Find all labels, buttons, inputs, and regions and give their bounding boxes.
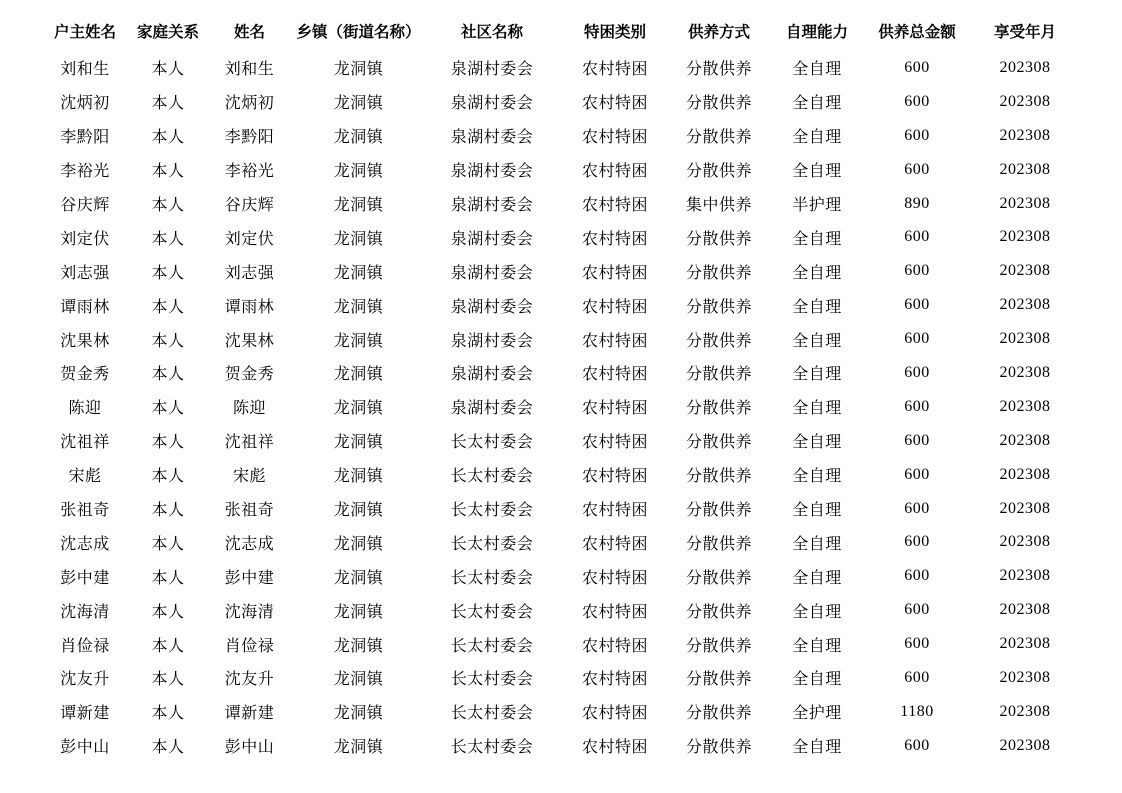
table-cell: 202308: [999, 58, 1051, 76]
table-cell: 202308: [999, 296, 1051, 314]
table-cell: 谷庆辉: [224, 197, 275, 214]
table-cell: 202308: [999, 228, 1051, 246]
table-cell: 农村特困: [581, 705, 648, 723]
table-cell: 600: [904, 228, 930, 246]
table-cell: 分散供养: [685, 637, 752, 655]
table-cell: 600: [904, 668, 930, 686]
table-cell: 202308: [999, 567, 1051, 585]
special-hardship-support-table: [40, 11, 1082, 763]
table-cell: 600: [904, 126, 930, 144]
table-cell: 沈志成: [224, 535, 275, 553]
table-cell: 龙洞镇: [333, 705, 384, 723]
table-cell: 张祖奇: [60, 502, 110, 520]
table-row: [40, 593, 1082, 627]
table-cell: 全护理: [792, 705, 842, 723]
column-header: 社区名称: [460, 24, 523, 41]
table-cell: 宋彪: [68, 468, 102, 486]
table-cell: 泉湖村委会: [450, 129, 534, 147]
table-cell: 分散供养: [685, 468, 752, 486]
table-cell: 集中供养: [685, 197, 752, 214]
table-cell: 龙洞镇: [333, 366, 384, 384]
table-cell: 本人: [151, 535, 185, 553]
table-row: [40, 729, 1082, 763]
table-cell: 李黔阳: [60, 129, 110, 147]
table-cell: 本人: [151, 230, 185, 248]
table-cell: 沈果林: [60, 332, 110, 350]
table-cell: 沈果林: [224, 332, 275, 350]
table-cell: 分散供养: [685, 705, 752, 723]
table-cell: 本人: [151, 61, 185, 79]
table-cell: 本人: [151, 264, 185, 282]
table-cell: 600: [904, 431, 930, 449]
table-cell: 202308: [999, 431, 1051, 449]
table-cell: 长太村委会: [450, 671, 534, 689]
table-row: [40, 254, 1082, 288]
table-row: [40, 356, 1082, 390]
table-cell: 分散供养: [685, 569, 752, 587]
table-cell: 农村特困: [581, 671, 648, 689]
table-cell: 本人: [151, 739, 185, 757]
table-cell: 农村特困: [581, 569, 648, 587]
table-cell: 202308: [999, 397, 1051, 415]
table-cell: 全自理: [792, 95, 842, 113]
table-cell: 农村特困: [581, 197, 648, 214]
table-cell: 分散供养: [685, 230, 752, 248]
table-cell: 陈迎: [68, 400, 102, 418]
table-cell: 彭中建: [224, 569, 275, 587]
table-cell: 全自理: [792, 434, 842, 452]
table-cell: 农村特困: [581, 230, 648, 248]
table-cell: 农村特困: [581, 95, 648, 113]
table-cell: 长太村委会: [450, 739, 534, 757]
column-header: 特困类别: [583, 24, 646, 41]
table-cell: 龙洞镇: [333, 400, 384, 418]
table-cell: 202308: [999, 668, 1051, 686]
table-row: [40, 559, 1082, 593]
table-cell: 本人: [151, 95, 185, 113]
table-cell: 刘定伏: [224, 230, 275, 248]
table-cell: 谭雨林: [224, 298, 275, 316]
table-cell: 龙洞镇: [333, 129, 384, 147]
table-cell: 农村特困: [581, 163, 648, 181]
table-row: [40, 220, 1082, 254]
table-cell: 全自理: [792, 61, 842, 79]
table-row: [40, 695, 1082, 729]
table-row: [40, 85, 1082, 119]
table-cell: 全自理: [792, 332, 842, 350]
table-cell: 本人: [151, 637, 185, 655]
table-cell: 分散供养: [685, 332, 752, 350]
table-cell: 农村特困: [581, 129, 648, 147]
table-cell: 全自理: [792, 366, 842, 384]
table-cell: 全自理: [792, 637, 842, 655]
table-cell: 刘定伏: [60, 230, 110, 248]
table-cell: 202308: [999, 702, 1051, 720]
table-cell: 202308: [999, 194, 1051, 212]
table-cell: 刘和生: [224, 61, 275, 79]
table-cell: 202308: [999, 363, 1051, 381]
column-header: 家庭关系: [136, 24, 199, 41]
table-cell: 谭雨林: [60, 298, 110, 316]
table-cell: 202308: [999, 465, 1051, 483]
table-cell: 泉湖村委会: [450, 95, 534, 113]
table-cell: 龙洞镇: [333, 603, 384, 621]
table-cell: 龙洞镇: [333, 468, 384, 486]
table-cell: 张祖奇: [224, 502, 275, 520]
table-cell: 分散供养: [685, 434, 752, 452]
table-cell: 谭新建: [224, 705, 275, 723]
table-cell: 本人: [151, 163, 185, 181]
table-cell: 龙洞镇: [333, 332, 384, 350]
table-cell: 202308: [999, 736, 1051, 754]
table-cell: 600: [904, 499, 930, 517]
table-cell: 600: [904, 262, 930, 280]
table-cell: 沈祖祥: [60, 434, 110, 452]
table-row: [40, 661, 1082, 695]
column-header: 自理能力: [785, 24, 848, 41]
table-cell: 长太村委会: [450, 637, 534, 655]
table-cell: 农村特困: [581, 637, 648, 655]
table-cell: 600: [904, 58, 930, 76]
table-row: [40, 322, 1082, 356]
table-cell: 贺金秀: [224, 366, 275, 384]
table-cell: 202308: [999, 499, 1051, 517]
table-cell: 彭中山: [60, 739, 110, 757]
table-cell: 泉湖村委会: [450, 197, 534, 214]
table-cell: 农村特困: [581, 535, 648, 553]
table-cell: 刘和生: [60, 61, 110, 79]
table-cell: 沈炳初: [60, 95, 110, 113]
table-cell: 泉湖村委会: [450, 163, 534, 181]
table-cell: 彭中山: [224, 739, 275, 757]
table-cell: 龙洞镇: [333, 535, 384, 553]
table-cell: 长太村委会: [450, 705, 534, 723]
table-cell: 刘志强: [60, 264, 110, 282]
table-cell: 龙洞镇: [333, 163, 384, 181]
column-header: 户主姓名: [53, 24, 116, 41]
table-cell: 本人: [151, 298, 185, 316]
table-cell: 李黔阳: [224, 129, 275, 147]
table-cell: 农村特困: [581, 366, 648, 384]
table-cell: 全自理: [792, 264, 842, 282]
column-header: 乡镇（街道名称）: [296, 24, 421, 41]
table-cell: 龙洞镇: [333, 569, 384, 587]
table-cell: 600: [904, 92, 930, 110]
table-cell: 龙洞镇: [333, 434, 384, 452]
table-row: [40, 458, 1082, 492]
table-cell: 农村特困: [581, 264, 648, 282]
table-cell: 全自理: [792, 129, 842, 147]
table-cell: 本人: [151, 705, 185, 723]
table-cell: 全自理: [792, 230, 842, 248]
table-cell: 600: [904, 397, 930, 415]
table-cell: 分散供养: [685, 400, 752, 418]
table-cell: 龙洞镇: [333, 739, 384, 757]
table-cell: 谷庆辉: [60, 197, 110, 214]
table-cell: 全自理: [792, 298, 842, 316]
table-cell: 龙洞镇: [333, 637, 384, 655]
table-cell: 农村特困: [581, 400, 648, 418]
table-cell: 600: [904, 363, 930, 381]
table-cell: 农村特困: [581, 502, 648, 520]
table-cell: 沈友升: [224, 671, 275, 689]
table-cell: 全自理: [792, 468, 842, 486]
table-cell: 农村特困: [581, 468, 648, 486]
table-cell: 全自理: [792, 163, 842, 181]
table-cell: 全自理: [792, 671, 842, 689]
table-row: [40, 153, 1082, 187]
table-cell: 本人: [151, 603, 185, 621]
table-row: [40, 424, 1082, 458]
table-row: [40, 51, 1082, 85]
table-cell: 长太村委会: [450, 535, 534, 553]
table-cell: 202308: [999, 160, 1051, 178]
table-cell: 全自理: [792, 739, 842, 757]
table-cell: 分散供养: [685, 264, 752, 282]
table-cell: 龙洞镇: [333, 197, 384, 214]
table-cell: 分散供养: [685, 61, 752, 79]
table-cell: 彭中建: [60, 569, 110, 587]
table-cell: 泉湖村委会: [450, 61, 534, 79]
table-cell: 分散供养: [685, 535, 752, 553]
table-cell: 600: [904, 465, 930, 483]
table-cell: 600: [904, 736, 930, 754]
column-header: 供养方式: [687, 24, 750, 41]
table-cell: 分散供养: [685, 129, 752, 147]
table-cell: 龙洞镇: [333, 264, 384, 282]
table-cell: 全自理: [792, 569, 842, 587]
table-cell: 长太村委会: [450, 502, 534, 520]
table-cell: 沈友升: [60, 671, 110, 689]
table-cell: 贺金秀: [60, 366, 110, 384]
table-cell: 泉湖村委会: [450, 332, 534, 350]
table-cell: 龙洞镇: [333, 95, 384, 113]
table-cell: 本人: [151, 129, 185, 147]
table-cell: 202308: [999, 533, 1051, 551]
table-row: [40, 525, 1082, 559]
table-cell: 本人: [151, 671, 185, 689]
table-cell: 农村特困: [581, 739, 648, 757]
table-cell: 202308: [999, 92, 1051, 110]
table-cell: 本人: [151, 434, 185, 452]
table-cell: 陈迎: [232, 400, 266, 418]
table-cell: 本人: [151, 569, 185, 587]
table-row: [40, 187, 1082, 221]
table-cell: 600: [904, 160, 930, 178]
table-cell: 202308: [999, 635, 1051, 653]
table-cell: 农村特困: [581, 434, 648, 452]
table-cell: 长太村委会: [450, 468, 534, 486]
table-cell: 分散供养: [685, 163, 752, 181]
table-cell: 沈志成: [60, 535, 110, 553]
column-header: 享受年月: [993, 24, 1056, 41]
table-cell: 本人: [151, 400, 185, 418]
table-cell: 谭新建: [60, 705, 110, 723]
column-header: 姓名: [233, 24, 265, 41]
table-cell: 长太村委会: [450, 434, 534, 452]
table-body: [40, 51, 1082, 763]
table-cell: 农村特困: [581, 298, 648, 316]
table-cell: 长太村委会: [450, 603, 534, 621]
table-cell: 沈海清: [60, 603, 110, 621]
table-cell: 202308: [999, 262, 1051, 280]
header-row: [40, 11, 1082, 51]
table-cell: 龙洞镇: [333, 61, 384, 79]
table-cell: 600: [904, 601, 930, 619]
column-header: 供养总金额: [878, 24, 956, 41]
table-cell: 龙洞镇: [333, 298, 384, 316]
table-cell: 890: [904, 194, 930, 212]
table-row: [40, 119, 1082, 153]
table-cell: 全自理: [792, 502, 842, 520]
table-cell: 沈海清: [224, 603, 275, 621]
table-cell: 本人: [151, 468, 185, 486]
table-cell: 600: [904, 330, 930, 348]
table-cell: 全自理: [792, 535, 842, 553]
table-cell: 本人: [151, 366, 185, 384]
table-cell: 600: [904, 296, 930, 314]
table-cell: 全自理: [792, 603, 842, 621]
table-cell: 202308: [999, 330, 1051, 348]
table-cell: 肖俭禄: [224, 637, 275, 655]
table-cell: 泉湖村委会: [450, 366, 534, 384]
table-cell: 全自理: [792, 400, 842, 418]
table-row: [40, 492, 1082, 526]
table-cell: 本人: [151, 197, 185, 214]
table-cell: 刘志强: [224, 264, 275, 282]
table-cell: 600: [904, 533, 930, 551]
table-cell: 202308: [999, 126, 1051, 144]
table-cell: 龙洞镇: [333, 671, 384, 689]
table-cell: 分散供养: [685, 671, 752, 689]
table-cell: 李裕光: [60, 163, 110, 181]
table-row: [40, 627, 1082, 661]
table-cell: 泉湖村委会: [450, 298, 534, 316]
table-cell: 沈祖祥: [224, 434, 275, 452]
table-cell: 分散供养: [685, 603, 752, 621]
table-row: [40, 288, 1082, 322]
table-cell: 宋彪: [232, 468, 266, 486]
table-cell: 分散供养: [685, 366, 752, 384]
table-cell: 1180: [900, 702, 934, 720]
table-cell: 长太村委会: [450, 569, 534, 587]
table-cell: 沈炳初: [224, 95, 275, 113]
table-cell: 农村特困: [581, 61, 648, 79]
table-cell: 分散供养: [685, 95, 752, 113]
table-cell: 龙洞镇: [333, 502, 384, 520]
table-cell: 农村特困: [581, 603, 648, 621]
table-row: [40, 390, 1082, 424]
table-cell: 600: [904, 567, 930, 585]
table-cell: 李裕光: [224, 163, 275, 181]
table-cell: 龙洞镇: [333, 230, 384, 248]
table-cell: 分散供养: [685, 739, 752, 757]
table-cell: 肖俭禄: [60, 637, 110, 655]
table-cell: 泉湖村委会: [450, 230, 534, 248]
table-cell: 半护理: [792, 197, 842, 214]
table-cell: 分散供养: [685, 502, 752, 520]
table-cell: 600: [904, 635, 930, 653]
table-cell: 本人: [151, 332, 185, 350]
table-cell: 泉湖村委会: [450, 264, 534, 282]
table-cell: 202308: [999, 601, 1051, 619]
table-cell: 泉湖村委会: [450, 400, 534, 418]
table-cell: 本人: [151, 502, 185, 520]
table-cell: 分散供养: [685, 298, 752, 316]
table-cell: 农村特困: [581, 332, 648, 350]
